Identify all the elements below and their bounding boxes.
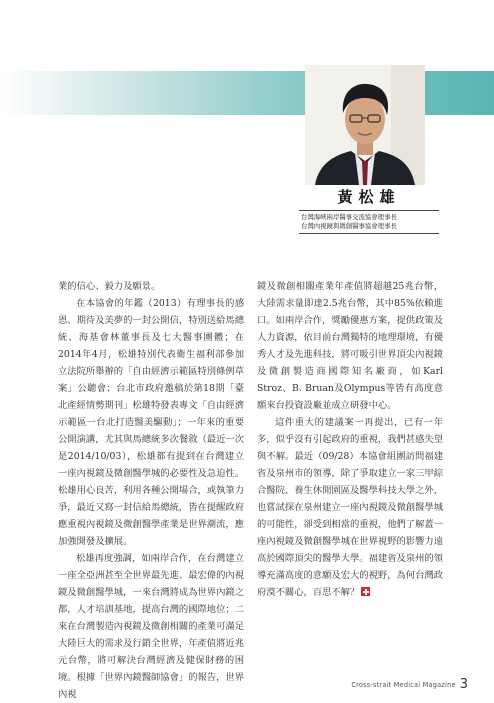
red-cross-end-mark-icon <box>361 587 370 596</box>
author-title-line: 台灣海峽兩岸醫事交流協會理事長 <box>301 213 397 221</box>
article-column-right <box>257 278 443 601</box>
body-paragraph: 鏡及微創相關產業年產值將超越25兆台幣，大陸需求量即達2.5兆台幣，其中85%依賴進口。如兩岸合作，獎勵優惠方案，提供政策及人力資源，依目前台灣獨特的地理環境，有優秀人才及先進科技，將可吸引世界頂尖內視鏡及微創製造商國際知名廠商，如Karl Stroz、B. Bruan及Olympus等皆有高度意願來台投資設廠並成立研發中心。 <box>257 281 443 411</box>
body-paragraph-text: 這件重大的建議案一再提出，已有一年多，似乎沒有引起政府的重視，我們甚感失望與不解。最近（09/28）本協會組團訪問福建省及泉州市的領導，除了爭取建立一家三甲綜合醫院、養生休閒園區及醫學科技大學之外，也嘗試探在泉州建立一座內視鏡及微創醫學城的可能性，卻受到相當的重視，他們了解蓋一座內視鏡及微創醫學城在世界視野的影響力遠高於國際頂尖的醫學大學。福建省及泉州的領導充滿高度的意願及宏大的視野，為何台灣政府漠不關心，百思不解？ <box>257 417 443 598</box>
author-caption <box>299 187 439 234</box>
author-title-line: 台灣內視鏡與微創醫事協會理事長 <box>301 222 397 230</box>
page-footer <box>351 672 468 692</box>
body-paragraph <box>257 414 443 601</box>
author-name: 黃松雄 <box>337 188 401 206</box>
body-paragraph: 在本協會的年鑑（2013）有理事長的感恩、期待及美夢的一封公開信，特別送給馬總統、海基會林董事長及七大醫事團體；在2014年4月，松雄特別代表衛生福利部參加立法院所舉辦的「自由經濟示範區特別條例草案」公聽會；台北市政府邀稿於第18期「臺北產經情勢期刊」松雄特發表專文「自由經濟示範區一台北打造醫美驅動」；一年來的重要公開演講，尤其與馬總統多次餐敘（最近一次是2014/10/03），松雄都有提到在台灣建立一座內視鏡及微創醫學城的必要性及急迫性。松雄用心良苦，利用各種公開場合，或執筆力爭，最近又寫一封信給馬總統，皆在提醒政府應重視內視鏡及微創醫學產業是世界潮流，應加強開發及擴展。 <box>58 298 244 547</box>
magazine-name: Cross-strait Medical Magazine <box>351 681 456 689</box>
body-paragraph: 業的信心、毅力及願景。 <box>58 281 161 292</box>
article-column-left <box>58 278 244 703</box>
body-paragraph: 松雄再度強調，如兩岸合作，在台灣建立一座全亞洲甚至全世界最先進、最宏偉的內視鏡及微創醫學城，一來台灣將成為世界內鏡之都，人才培訓基地，提高台灣的國際地位；二來在台灣製造內視鏡及微創相關的產業可滿足大陸巨大的需求及行銷全世界，年產值將近兆元台幣，將可解決台灣經濟及健保財務的困境。根據「世界內鏡醫師協會」的報告，世界內視 <box>58 553 244 700</box>
author-portrait-photo <box>305 65 425 185</box>
page-number: 3 <box>459 677 468 692</box>
author-titles <box>299 210 439 234</box>
